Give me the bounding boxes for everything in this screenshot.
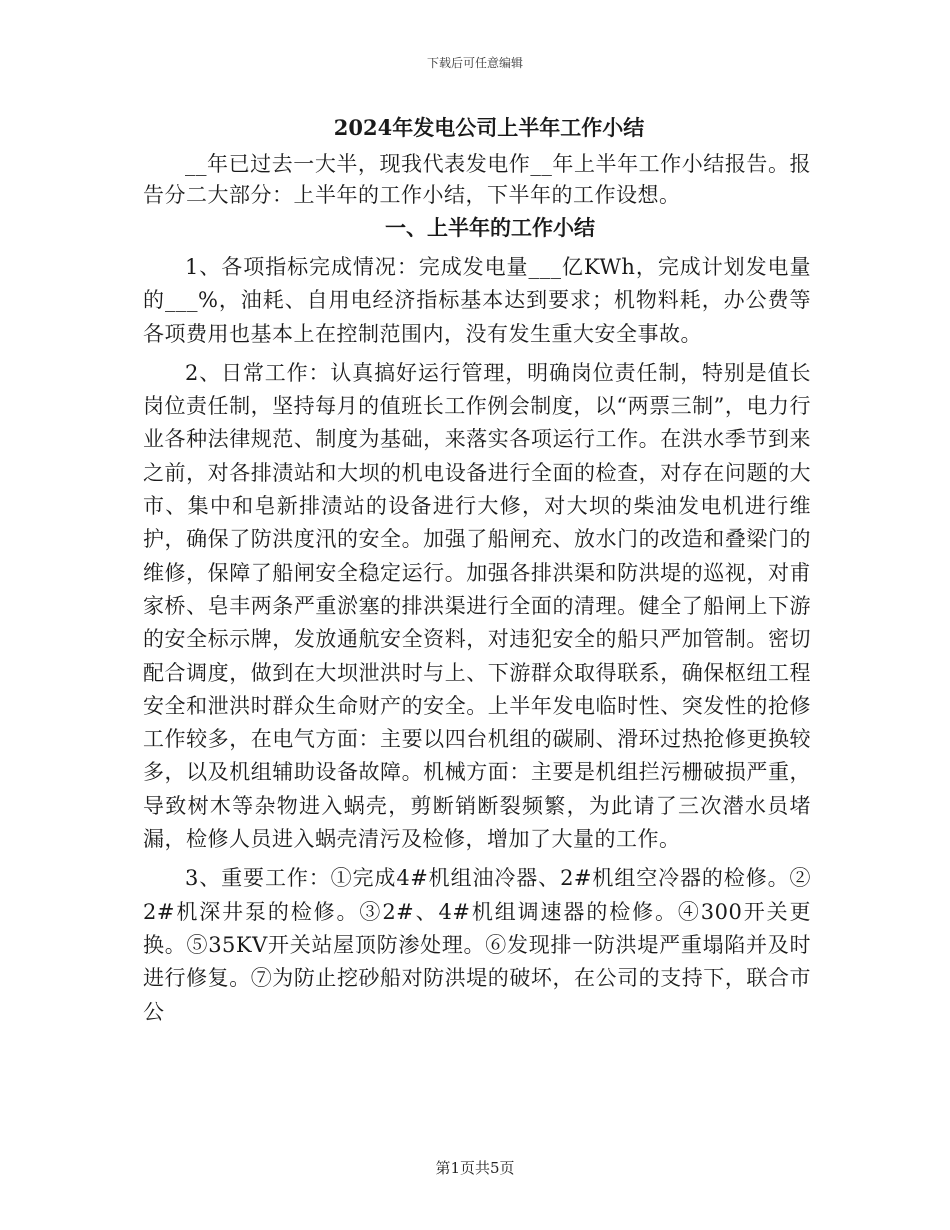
document-body (143, 113, 811, 1029)
paragraph-key-work: 3、重要工作：①完成4#机组油冷器、2#机组空冷器的检修。②2#机深井泵的检修。③2#、4#机组调速器的检修。④300开关更换。⑤35KV开关站屋顶防渗处理。⑥发现排一防洪堤严重塌陷并及时进行修复。⑦为防止挖砂船对防洪堤的破坏，在公司的支持下，联合市公 (143, 866, 811, 1024)
paragraph-daily-work: 2、日常工作：认真搞好运行管理，明确岗位责任制，特别是值长岗位责任制，坚持每月的值班长工作例会制度，以“两票三制”，电力行业各种法律规范、制度为基础，来落实各项运行工作。在洪水季节到来之前，对各排渍站和大坝的机电设备进行全面的检查，对存在问题的大市、集中和皂新排渍站的设备进行大修，对大坝的柴油发电机进行维护，确保了防洪度汛的安全。加强了船闸充、放水门的改造和叠梁门的维修，保障了船闸安全稳定运行。加强各排洪渠和防洪堤的巡视，对甫家桥、皂丰两条严重淤塞的排洪渠进行全面的清理。健全了船闸上下游的安全标示牌，发放通航安全资料，对违犯安全的船只严加管制。密切配合调度，做到在大坝泄洪时与上、下游群众取得联系，确保枢纽工程安全和泄洪时群众生命财产的安全。上半年发电临时性、突发性的抢修工作较多，在电气方面：主要以四台机组的碳刷、滑环过热抢修更换较多，以及机组辅助设备故障。机械方面：主要是机组拦污栅破损严重，导致树木等杂物进入蜗壳，剪断销断裂频繁，为此请了三次潜水员堵漏，检修人员进入蜗壳清污及检修，增加了大量的工作。 (143, 360, 811, 852)
page-header-note: 下载后可任意编辑 (426, 56, 523, 70)
document-title: 2024年发电公司上半年工作小结 (333, 115, 645, 140)
paragraph-indicators: 1、各项指标完成情况：完成发电量___亿KWh，完成计划发电量的___%，油耗、自用电经济指标基本达到要求；机物料耗，办公费等各项费用也基本上在控制范围内，没有发生重大安全事故。 (143, 255, 811, 346)
intro-paragraph: __年已过去一大半，现我代表发电作__年上半年工作小结报告。报告分二大部分：上半年的工作小结，下半年的工作设想。 (143, 152, 811, 207)
section-heading-1: 一、上半年的工作小结 (385, 215, 595, 240)
page-number: 第1页共5页 (435, 1159, 515, 1177)
